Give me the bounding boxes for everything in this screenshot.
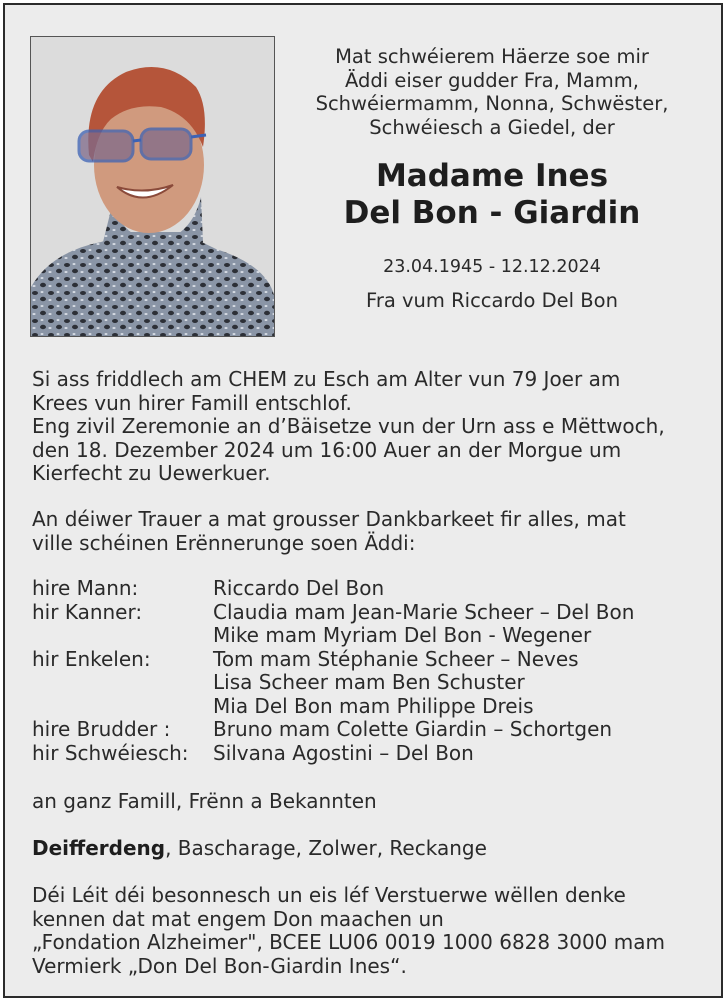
- donation-text: [32, 884, 665, 978]
- places-line: [32, 837, 487, 861]
- thanks-line: An déiwer Trauer a mat grousser Dankbarkeet fir alles, mat: [32, 507, 626, 531]
- donation-line: Déi Léit déi besonnesch un eis léf Verstuerwe wëllen denke: [32, 883, 626, 907]
- name-line-1: Madame Ines: [375, 158, 609, 194]
- relative-name: Silvana Agostini – Del Bon: [213, 740, 474, 765]
- places-rest: , Bascharage, Zolwer, Reckange: [165, 836, 487, 860]
- announcement-line: den 18. Dezember 2024 um 16:00 Auer an der Morgue um: [32, 437, 622, 462]
- relation-label: hire Mann:: [32, 576, 139, 600]
- relative-name: Tom mam Stéphanie Scheer – Neves: [213, 646, 579, 671]
- announcement-line: Eng zivil Zeremonie an d’Bäisetze vun der Urn ass e Mëttwoch,: [32, 414, 665, 438]
- deceased-name: [300, 158, 684, 232]
- family-row: [32, 648, 634, 672]
- family-row: [32, 718, 634, 742]
- intro-line: Äddi eiser gudder Fra, Mamm,: [345, 68, 639, 92]
- name-line-2: Del Bon - Giardin: [343, 195, 641, 231]
- announcement-line: Krees vun hirer Famill entschlof.: [32, 390, 352, 415]
- portrait-photo: [30, 36, 275, 337]
- family-row: [32, 742, 634, 766]
- glasses-bridge: [133, 140, 141, 141]
- donation-line: „Fondation Alzheimer", BCEE LU06 0019 1000 6828 3000 mam: [32, 930, 665, 954]
- announcement-line: Si ass friddlech am CHEM zu Esch am Alter vun 79 Joer am: [32, 367, 621, 391]
- announcement-text: [32, 368, 665, 486]
- relative-name: Bruno mam Colette Giardin – Schortgen: [213, 717, 613, 741]
- glasses-arm: [191, 135, 206, 137]
- spouse-line: Fra vum Riccardo Del Bon: [366, 289, 618, 312]
- intro-line: Schwéiermamm, Nonna, Schwëster,: [315, 92, 669, 115]
- relative-name: Claudia mam Jean-Marie Scheer – Del Bon: [213, 599, 635, 624]
- thanks-line: ville schéinen Erënnerunge soen Äddi:: [32, 530, 416, 555]
- family-list: [32, 577, 634, 765]
- relative-name: Lisa Scheer mam Ben Schuster: [213, 670, 525, 694]
- right-lens: [141, 129, 191, 159]
- donation-line: kennen dat mat engem Don maachen un: [32, 906, 444, 931]
- relation-label: hir Schwéiesch:: [32, 740, 189, 765]
- thanks-text: [32, 508, 626, 555]
- relative-name: Mia Del Bon mam Philippe Dreis: [213, 693, 534, 718]
- donation-line: Vermierk „Don Del Bon-Giardin Ines“.: [32, 953, 407, 978]
- relation-label: hire Brudder :: [32, 717, 171, 741]
- announcement-line: Kierfecht zu Uewerkuer.: [32, 461, 271, 485]
- family-row: [32, 577, 634, 601]
- left-lens: [79, 131, 133, 161]
- intro-line: Mat schwéierem Häerze soe mir: [335, 45, 649, 68]
- family-row: [32, 601, 634, 625]
- relative-name: Riccardo Del Bon: [213, 576, 385, 600]
- place-bold: Deifferdeng: [32, 836, 166, 860]
- intro-text: [300, 45, 684, 139]
- portrait-illustration: [31, 37, 274, 336]
- life-dates: 23.04.1945 - 12.12.2024: [383, 257, 601, 277]
- relation-label: hir Enkelen:: [32, 646, 151, 671]
- relative-name: Mike mam Myriam Del Bon - Wegener: [213, 623, 592, 647]
- others-line: an ganz Famill, Frënn a Bekannten: [32, 789, 377, 813]
- relation-label: hir Kanner:: [32, 599, 143, 624]
- intro-line: Schwéiesch a Giedel, der: [369, 115, 615, 139]
